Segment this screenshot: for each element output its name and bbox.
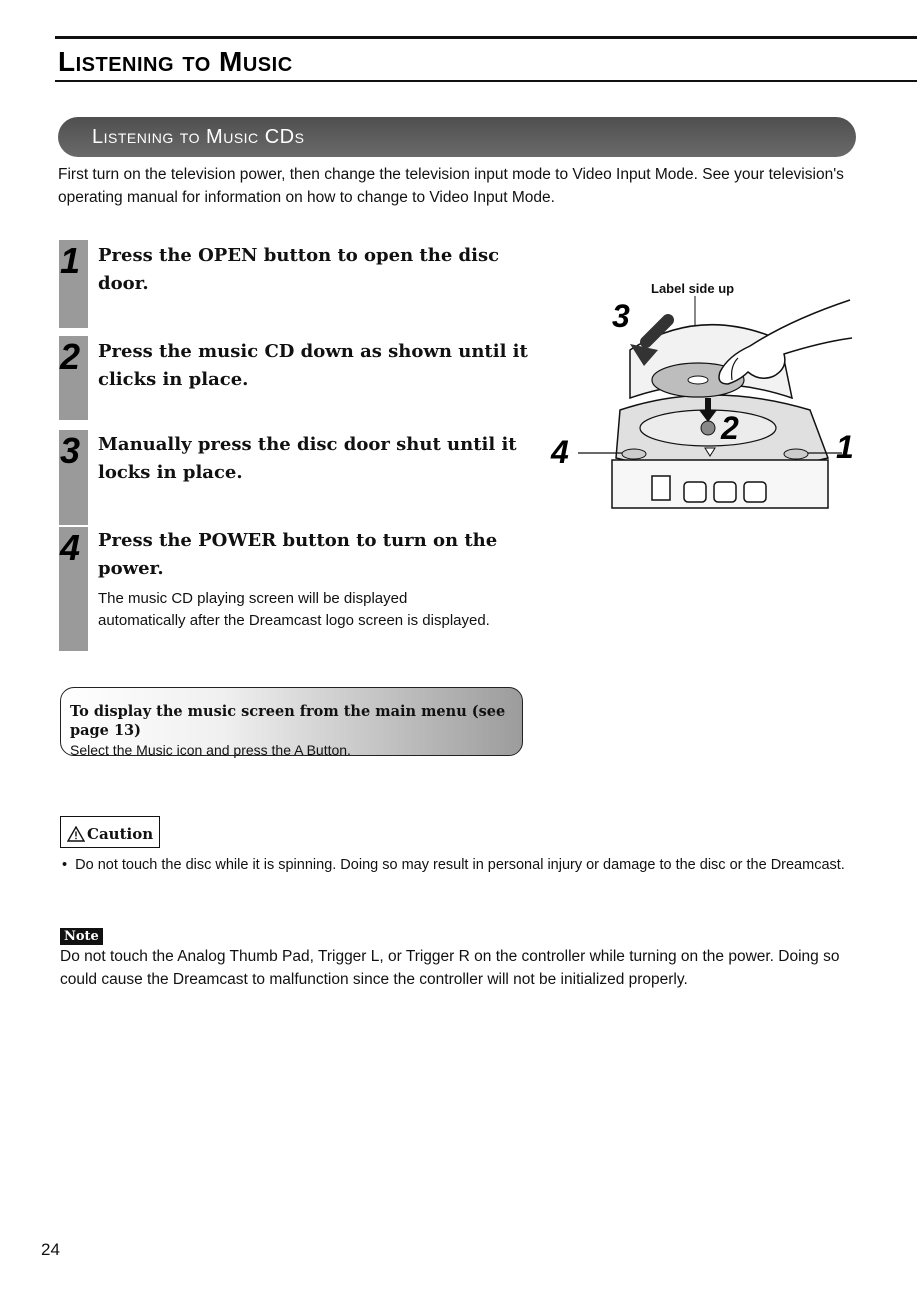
intro-paragraph: First turn on the television power, then change the television input mode to Video Input Mode. See your television's operating manual for information on how to change to Video Input Mode. — [58, 166, 844, 206]
top-rule — [55, 36, 917, 39]
step-4-text: Press the POWER button to turn on the power. — [98, 530, 498, 579]
tip-text: Select the Music icon and press the A Button. — [70, 742, 351, 758]
title-rule — [55, 80, 917, 82]
caution-box — [60, 816, 160, 848]
caution-item-text: Do not touch the disc while it is spinning. Doing so may result in personal injury or damage to the disc or the Dreamcast. — [75, 857, 845, 873]
page-title: Listening to Music — [58, 46, 293, 77]
note-text: Do not touch the Analog Thumb Pad, Trigger L, or Trigger R on the controller while turning on the power. Doing so could cause the Dreamcast to malfunction since the controller will not be initialized properly. — [60, 948, 840, 988]
dreamcast-disc-illustration — [560, 280, 860, 520]
callout-4: 4 — [551, 434, 569, 470]
tip-box — [60, 687, 523, 756]
note-label: Note — [60, 928, 103, 945]
label-side-up-caption: Label side up — [651, 281, 735, 296]
step-4-number: 4 — [60, 527, 81, 568]
callout-2: 2 — [721, 410, 739, 446]
caution-item: • Do not touch the disc while it is spinning. Doing so may result in personal injury or damage to the disc or the Dreamcast. — [62, 857, 845, 873]
page-number: 24 — [41, 1240, 60, 1259]
step-3-number: 3 — [60, 430, 81, 471]
step-1-number: 1 — [60, 240, 81, 281]
step-2-text: Press the music CD down as shown until it clicks in place. — [98, 341, 528, 390]
callout-3: 3 — [612, 298, 630, 334]
callout-1: 1 — [836, 429, 854, 465]
step-4-description: The music CD playing screen will be displayed automatically after the Dreamcast logo screen is displayed. — [98, 590, 490, 629]
section-title: Listening to Music CDs — [92, 126, 305, 148]
step-1-text: Press the OPEN button to open the disc door. — [98, 245, 500, 294]
step-3-text: Manually press the disc door shut until it locks in place. — [98, 434, 517, 483]
step-2-number: 2 — [60, 336, 81, 377]
warning-triangle-icon — [67, 826, 85, 842]
caution-label: Caution — [87, 825, 154, 843]
tip-title: To display the music screen from the main menu (see page 13) — [70, 703, 506, 739]
